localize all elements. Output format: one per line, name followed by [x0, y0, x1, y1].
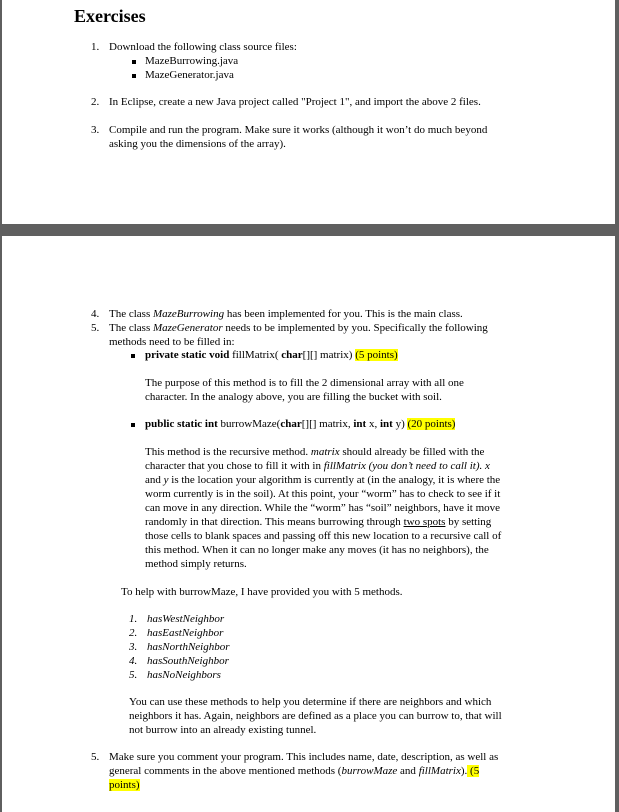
method-2-desc: worm currently is in the soil). At this point, your “worm” has to check to see if it	[145, 488, 501, 500]
item-6-text: Make sure you comment your program. This includes name, date, description, as well as	[109, 751, 499, 763]
helper-name: hasEastNeighbor	[147, 627, 224, 639]
item-1-text: Download the following class source files:	[109, 41, 297, 53]
method-2-desc: can move in any direction. While the “worm” has “soil” neighbors, have it move	[145, 502, 501, 514]
help-outro: You can use these methods to help you determine if there are neighbors and which	[129, 696, 492, 708]
item-4-text: The class MazeBurrowing has been implemented for you. This is the main class.	[109, 308, 463, 320]
bullet-icon	[132, 60, 136, 64]
bullet-icon	[132, 74, 136, 78]
file-item: MazeBurrowing.java	[145, 55, 239, 67]
item-6-number: 5.	[91, 751, 100, 763]
item-1-number: 1.	[91, 41, 100, 53]
item-3-line: Compile and run the program. Make sure it works (although it won’t do much beyond	[109, 124, 488, 136]
page-1	[2, 0, 615, 224]
method-2-desc: this method. When it can no longer make any moves (it has no neighbors), the	[145, 544, 489, 556]
helper-number: 2.	[129, 627, 138, 639]
page-2	[2, 236, 615, 812]
method-1-signature: private static void fillMatrix( char[][] matrix) (5 points)	[145, 349, 398, 361]
method-2-desc: those cells to blank spaces and passing off this new location to a recursive call of	[145, 530, 502, 542]
help-intro: To help with burrowMaze, I have provided you with 5 methods.	[121, 586, 403, 598]
helper-name: hasNorthNeighbor	[147, 641, 230, 653]
item-2-number: 2.	[91, 96, 100, 108]
item-4-number: 4.	[91, 308, 100, 320]
item-5-text: The class MazeGenerator needs to be implemented by you. Specifically the following	[109, 322, 488, 334]
item-3-line: asking you the dimensions of the array).	[109, 138, 286, 150]
helper-name: hasWestNeighbor	[147, 613, 225, 625]
bullet-icon	[131, 423, 135, 427]
method-2-signature: public static int burrowMaze(char[][] matrix, int x, int y) (20 points)	[145, 418, 456, 430]
method-2-desc: character that you chose to fill it with in fillMatrix (you don’t need to call it). x	[145, 460, 490, 472]
method-2-desc: method simply returns.	[145, 558, 247, 570]
method-2-desc: randomly in that direction. This means burrowing through two spots by setting	[145, 516, 492, 528]
method-1-desc: character. In the analogy above, you are filling the bucket with soil.	[145, 391, 442, 403]
bullet-icon	[131, 354, 135, 358]
help-outro: neighbors it has. Again, neighbors are defined as a place you can burrow to, that will	[129, 710, 502, 722]
method-1-desc: The purpose of this method is to fill the 2 dimensional array with all one	[145, 377, 464, 389]
method-2-desc: This method is the recursive method. matrix should already be filled with the	[145, 446, 485, 458]
helper-number: 3.	[129, 641, 138, 653]
helper-name: hasNoNeighbors	[147, 669, 221, 681]
item-6-text: general comments in the above mentioned methods (burrowMaze and fillMatrix). (5	[109, 765, 480, 777]
item-5-number: 5.	[91, 322, 100, 334]
item-5-text: methods need to be filled in:	[109, 336, 235, 348]
item-6-text: points)	[109, 779, 140, 791]
method-2-desc: and y is the location your algorithm is currently at (in the analogy, it is where the	[145, 474, 501, 486]
file-item: MazeGenerator.java	[145, 69, 234, 81]
item-3-number: 3.	[91, 124, 100, 136]
help-outro: not burrow into an already existing tunnel.	[129, 724, 317, 736]
item-2-text: In Eclipse, create a new Java project called "Project 1", and import the above 2 files.	[109, 96, 481, 108]
helper-number: 5.	[129, 669, 138, 681]
helper-number: 1.	[129, 613, 138, 625]
helper-name: hasSouthNeighbor	[147, 655, 229, 667]
page-title: Exercises	[74, 6, 146, 26]
helper-number: 4.	[129, 655, 138, 667]
